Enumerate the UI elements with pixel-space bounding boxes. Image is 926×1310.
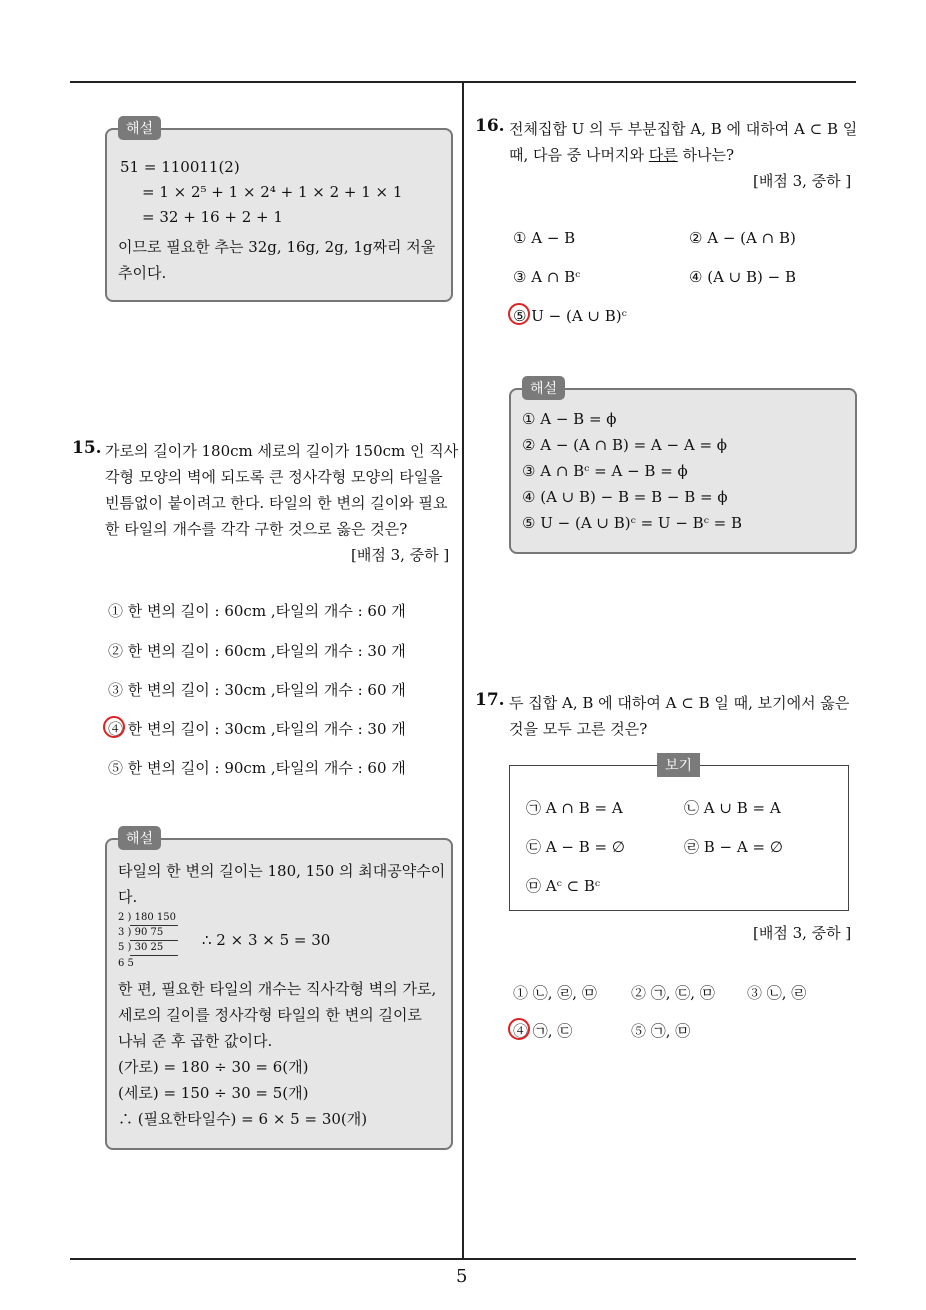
- question-text: 한 타일의 개수를 각각 구한 것으로 옳은 것은?: [105, 520, 408, 538]
- option-4[interactable]: ④ (A ∪ B) − B: [689, 268, 797, 286]
- solution-line: ② A − (A ∩ B) = A − A = ϕ: [522, 436, 728, 454]
- bogi-item: ㉢ A − B = ∅: [526, 838, 625, 856]
- bogi-item: ㉣ B − A = ∅: [684, 838, 783, 856]
- division-row: 2 ) 180 150: [118, 912, 176, 923]
- column-divider: [462, 83, 464, 1260]
- question-text-part: 하나는?: [677, 146, 735, 164]
- solution-line: ③ A ∩ Bᶜ = A − B = ϕ: [522, 462, 688, 480]
- question-text: 각형 모양의 벽에 되도록 큰 정사각형 모양의 타일을: [105, 468, 443, 486]
- bogi-item: ㉠ A ∩ B = A: [526, 799, 623, 817]
- solution-line: (가로) = 180 ÷ 30 = 6(개): [118, 1058, 309, 1076]
- solution-line: ⑤ U − (A ∪ B)ᶜ = U − Bᶜ = B: [522, 514, 743, 532]
- option-3[interactable]: ③ 한 변의 길이 : 30cm ,타일의 개수 : 60 개: [108, 681, 406, 699]
- bottom-rule: [70, 1258, 856, 1260]
- solution-line: 한 편, 필요한 타일의 개수는 직사각형 벽의 가로,: [118, 980, 437, 998]
- division-row: 6 5: [118, 958, 134, 969]
- option-2[interactable]: ② 한 변의 길이 : 60cm ,타일의 개수 : 30 개: [108, 642, 406, 660]
- option-2[interactable]: ② ㉠, ㉢, ㉤: [631, 984, 715, 1002]
- division-line: [130, 955, 178, 956]
- bogi-item: ㉡ A ∪ B = A: [684, 799, 781, 817]
- solution-tag: 해설: [522, 376, 565, 400]
- question-text: 가로의 길이가 180cm 세로의 길이가 150cm 인 직사: [105, 442, 459, 460]
- option-4[interactable]: ④ ㉠, ㉢: [513, 1022, 573, 1040]
- solution-line: = 32 + 16 + 2 + 1: [142, 208, 283, 226]
- answer-mark-circle: [508, 1018, 530, 1040]
- question-text: 전체집합 U 의 두 부분집합 A, B 에 대하여 A ⊂ B 일: [509, 120, 858, 138]
- solution-tag: 해설: [118, 116, 161, 140]
- division-row: 3 ) 90 75: [118, 927, 164, 938]
- underlined-word: 다른: [648, 146, 678, 164]
- question-number-17: 17.: [475, 690, 505, 710]
- score-label: [배점 3, 중하 ]: [753, 172, 852, 190]
- question-text: [509, 142, 734, 168]
- question-number-15: 15.: [72, 438, 102, 458]
- option-3[interactable]: ③ ㉡, ㉣: [747, 984, 807, 1002]
- question-text: 두 집합 A, B 에 대하여 A ⊂ B 일 때, 보기에서 옳은: [509, 694, 850, 712]
- question-number-16: 16.: [475, 116, 505, 136]
- question-text: 것을 모두 고른 것은?: [509, 720, 648, 738]
- solution-line: 추이다.: [118, 264, 167, 282]
- option-3[interactable]: ③ A ∩ Bᶜ: [513, 268, 581, 286]
- solution-line: ① A − B = ϕ: [522, 410, 617, 428]
- solution-line: 세로의 길이를 정사각형 타일의 한 변의 길이로: [118, 1006, 422, 1024]
- question-text-part: 때, 다음 중 나머지와: [509, 146, 649, 164]
- solution-tag: 해설: [118, 826, 161, 850]
- bogi-item: ㉤ Aᶜ ⊂ Bᶜ: [526, 877, 601, 895]
- answer-mark-circle: [103, 716, 125, 738]
- solution-line: = 1 × 2⁵ + 1 × 2⁴ + 1 × 2 + 1 × 1: [142, 183, 403, 201]
- score-label: [배점 3, 중하 ]: [351, 546, 450, 564]
- solution-line: ∴ (필요한타일수) = 6 × 5 = 30(개): [118, 1110, 368, 1128]
- answer-mark-circle: [508, 303, 530, 325]
- option-5[interactable]: ⑤ U − (A ∪ B)ᶜ: [513, 307, 627, 325]
- solution-result: ∴ 2 × 3 × 5 = 30: [202, 931, 331, 949]
- option-5[interactable]: ⑤ 한 변의 길이 : 90cm ,타일의 개수 : 60 개: [108, 759, 406, 777]
- score-label: [배점 3, 중하 ]: [753, 924, 852, 942]
- solution-line: 타일의 한 변의 길이는 180, 150 의 최대공약수이: [118, 862, 446, 880]
- solution-line: (세로) = 150 ÷ 30 = 5(개): [118, 1084, 309, 1102]
- division-row: 5 ) 30 25: [118, 942, 164, 953]
- option-1[interactable]: ① 한 변의 길이 : 60cm ,타일의 개수 : 60 개: [108, 602, 406, 620]
- solution-line: 51 = 110011(2): [120, 158, 240, 176]
- question-text: 빈틈없이 붙이려고 한다. 타일의 한 변의 길이와 필요: [105, 494, 448, 512]
- solution-line: 이므로 필요한 추는 32g, 16g, 2g, 1g짜리 저울: [118, 238, 436, 256]
- solution-line: 다.: [118, 888, 138, 906]
- page-number: 5: [456, 1266, 468, 1287]
- solution-line: 나눠 준 후 곱한 값이다.: [118, 1032, 273, 1050]
- option-5[interactable]: ⑤ ㉠, ㉤: [631, 1022, 691, 1040]
- option-1[interactable]: ① ㉡, ㉣, ㉤: [513, 984, 597, 1002]
- solution-line: ④ (A ∪ B) − B = B − B = ϕ: [522, 488, 728, 506]
- bogi-tag: 보기: [657, 753, 700, 777]
- option-1[interactable]: ① A − B: [513, 229, 576, 247]
- division-line: [130, 940, 178, 941]
- option-4[interactable]: ④ 한 변의 길이 : 30cm ,타일의 개수 : 30 개: [108, 720, 406, 738]
- option-2[interactable]: ② A − (A ∩ B): [689, 229, 796, 247]
- division-line: [130, 925, 178, 926]
